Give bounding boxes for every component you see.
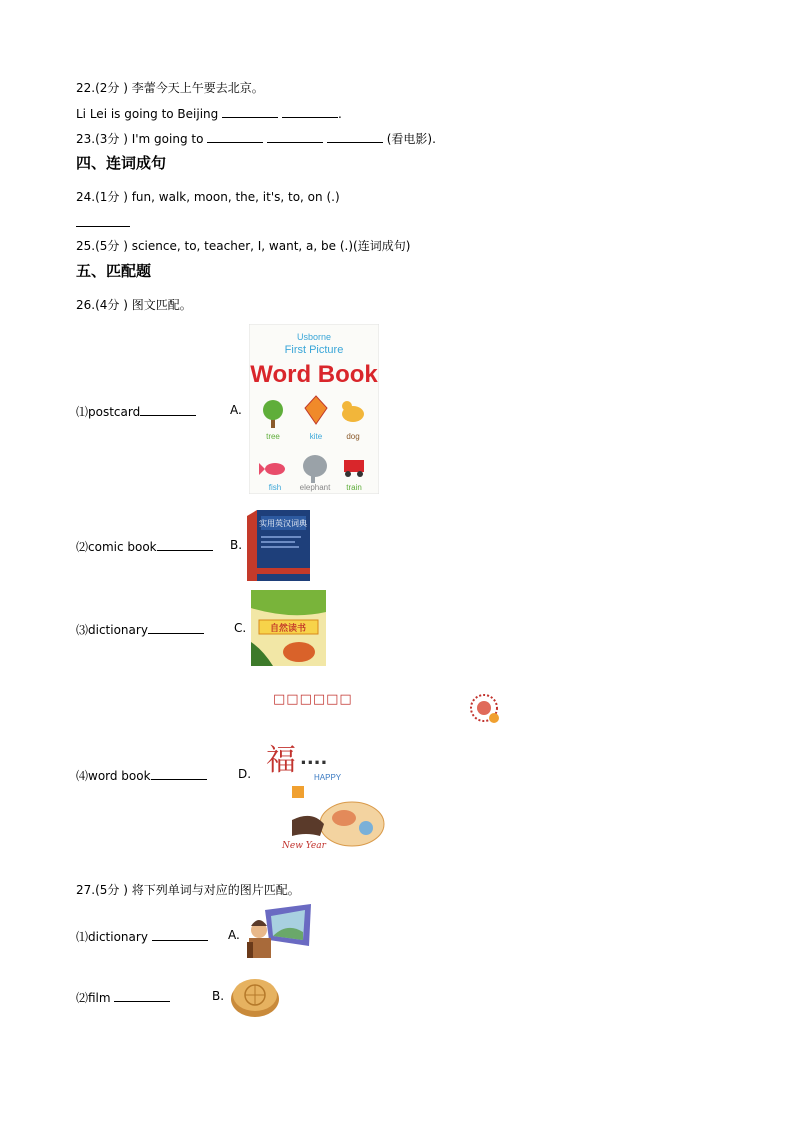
item-label: ⑴dictionary — [76, 930, 148, 944]
answer-blank[interactable] — [148, 622, 204, 634]
book-title: Word Book — [250, 361, 378, 388]
item-label: ⑵film — [76, 991, 111, 1005]
option-b-label: B. — [230, 538, 243, 552]
dictionary-cover — [247, 510, 310, 581]
q23 — [76, 131, 436, 147]
film-image — [243, 902, 315, 960]
fu-character: 福 — [266, 743, 296, 778]
option-c-label: C. — [234, 621, 247, 635]
item-label: ⑴postcard — [76, 405, 141, 419]
q22-header: 22.(2分 ) 李蕾今天上午要去北京。 — [76, 81, 264, 95]
q27-option-a-label: A. — [228, 928, 240, 942]
q25: 25.(5分 ) science, to, teacher, I, want, a, be (.)(连词成句) — [76, 239, 411, 253]
card-dots: .... — [300, 748, 328, 769]
q27-header: 27.(5分 ) 将下列单词与对应的图片匹配。 — [76, 883, 300, 897]
mooncake-icon — [229, 973, 281, 1019]
train-icon — [344, 460, 364, 472]
fish-icon — [265, 463, 285, 475]
answer-blank[interactable] — [222, 106, 278, 118]
postcode-boxes: □□□□□□ — [273, 692, 353, 707]
q26-item-4 — [76, 767, 207, 784]
comic-book-image — [251, 590, 326, 666]
nature-book-title: 自然读书 — [269, 624, 307, 634]
dictionary-image — [247, 510, 310, 581]
word-train: train — [346, 483, 362, 492]
q22-end: . — [337, 107, 342, 121]
item-label: ⑷word book — [76, 769, 151, 783]
q26-item-3 — [76, 621, 204, 638]
answer-blank[interactable] — [282, 106, 338, 118]
stamp-icon — [466, 688, 508, 730]
word-tree: tree — [266, 432, 280, 441]
section-4-heading: 四、连词成句 — [76, 154, 167, 172]
answer-blank[interactable] — [157, 539, 213, 551]
word-book-image — [249, 324, 379, 494]
q23-prefix: 23.(3分 ) I'm going to — [76, 132, 204, 146]
mooncake-image — [229, 973, 281, 1019]
q22-sentence — [76, 106, 342, 122]
answer-blank[interactable] — [140, 404, 196, 416]
q26-item-1 — [76, 403, 196, 420]
fruit-icon — [283, 642, 315, 662]
card-new-year: New Year — [282, 841, 326, 851]
item-label: ⑵comic book — [76, 540, 157, 554]
word-dog: dog — [346, 432, 360, 441]
book-brand: Usborne — [296, 332, 332, 342]
answer-blank[interactable] — [151, 768, 207, 780]
card-happy: HAPPY — [314, 773, 342, 782]
q22-sentence-text: Li Lei is going to Beijing — [76, 107, 219, 121]
nature-book-cover — [251, 590, 326, 666]
rabbit-cloud-icon — [320, 802, 384, 846]
option-a-label: A. — [230, 403, 242, 417]
cinema-viewer-icon — [243, 902, 315, 960]
word-elephant: elephant — [299, 483, 331, 492]
q26-header: 26.(4分 ) 图文匹配。 — [76, 298, 192, 312]
new-year-card — [262, 732, 392, 860]
item-label: ⑶dictionary — [76, 623, 148, 637]
q24: 24.(1分 ) fun, walk, moon, the, it's, to, on (.) — [76, 190, 340, 204]
answer-blank[interactable] — [207, 131, 263, 143]
word-kite: kite — [309, 432, 323, 441]
q27-option-b-label: B. — [212, 989, 225, 1003]
q23-suffix: (看电影). — [386, 132, 436, 146]
dictionary-title: 实用英汉词典 — [259, 519, 307, 528]
stamp-image — [466, 688, 508, 730]
section-5-heading: 五、匹配题 — [76, 262, 152, 280]
answer-blank[interactable] — [152, 929, 208, 941]
tree-icon — [263, 400, 283, 420]
word-fish: fish — [268, 483, 282, 492]
postcard-image — [262, 732, 392, 860]
q26-item-2 — [76, 538, 213, 555]
q27-item-2 — [76, 989, 170, 1006]
answer-blank[interactable] — [267, 131, 323, 143]
answer-blank[interactable] — [114, 990, 170, 1002]
word-book-cover — [249, 324, 379, 494]
book-subtitle: First Picture — [284, 344, 344, 356]
answer-blank[interactable] — [76, 226, 130, 227]
option-d-label: D. — [238, 767, 252, 781]
answer-blank[interactable] — [327, 131, 383, 143]
q27-item-1 — [76, 928, 208, 945]
